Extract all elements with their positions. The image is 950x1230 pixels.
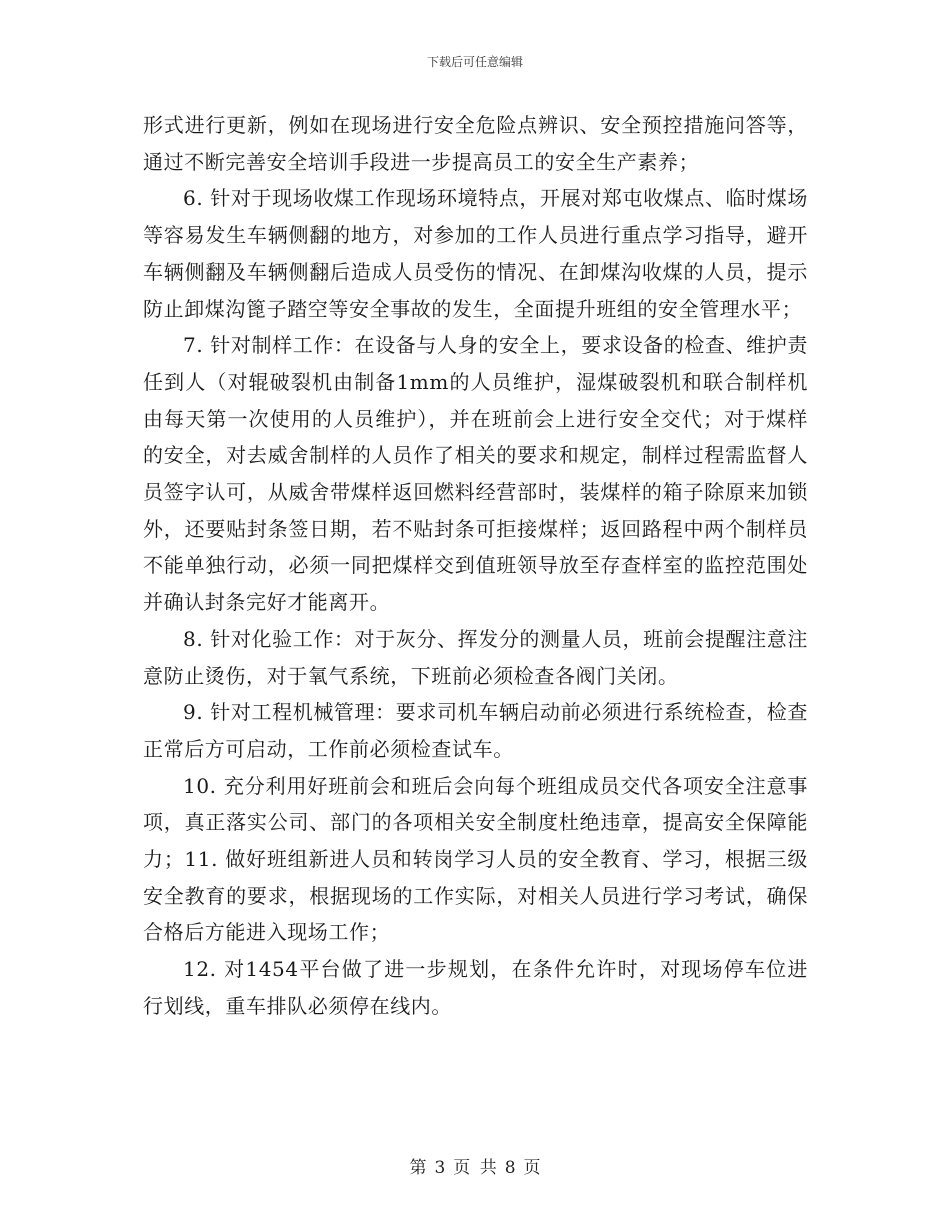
footer-suffix: 页 bbox=[523, 1158, 541, 1178]
paragraph-continuation: 形式进行更新，例如在现场进行安全危险点辨识、安全预控措施问答等，通过不断完善安全培训手段进一步提高员工的安全生产素养； bbox=[143, 113, 808, 174]
paragraph-item-12: 12. 对1454平台做了进一步规划，在条件允许时，对现场停车位进行划线，重车排队必须停在线内。 bbox=[143, 957, 808, 1018]
page-footer bbox=[0, 1153, 950, 1178]
footer-current-page: 3 bbox=[434, 1158, 446, 1178]
paragraph-item-8: 8. 针对化验工作：对于灰分、挥发分的测量人员，班前会提醒注意注意防止烫伤，对于氧气系统，下班前必须检查各阀门关闭。 bbox=[143, 626, 808, 688]
page-header: 下载后可任意编辑 bbox=[426, 55, 523, 69]
paragraph-item-10-11: 10. 充分利用好班前会和班后会向每个班组成员交代各项安全注意事项，真正落实公司、部门的各项相关安全制度杜绝违章，提高安全保障能力；11. 做好班组新进人员和转岗学习人员的安全教育、学习，根据三级安全教育的要求，根据现场的工作实际，对相关人员进行学习考试，确保合格后方能进入现场工作； bbox=[143, 773, 808, 945]
paragraph-item-7: 7. 针对制样工作：在设备与人身的安全上，要求设备的检查、维护责任到人（对辊破裂机由制备1mm的人员维护，湿煤破裂机和联合制样机由每天第一次使用的人员维护），并在班前会上进行安全交代；对于煤样的安全，对去威舍制样的人员作了相关的要求和规定，制样过程需监督人员签字认可，从威舍带煤样返回燃料经营部时，装煤样的箱子除原来加锁外，还要贴封条签日期，若不贴封条可拒接煤样；返回路程中两个制样员不能单独行动，必须一同把煤样交到值班领导放至存查样室的监控范围处并确认封条完好才能离开。 bbox=[143, 333, 808, 615]
paragraph-item-6: 6. 针对于现场收煤工作现场环境特点，开展对郑屯收煤点、临时煤场等容易发生车辆侧翻的地方，对参加的工作人员进行重点学习指导，避开车辆侧翻及车辆侧翻后造成人员受伤的情况、在卸煤沟收煤的人员，提示防止卸煤沟篦子踏空等安全事故的发生，全面提升班组的安全管理水平； bbox=[143, 186, 808, 321]
footer-prefix: 第 bbox=[409, 1158, 427, 1178]
document-body bbox=[143, 107, 808, 1025]
footer-mid: 页 共 bbox=[453, 1158, 497, 1178]
paragraph-item-9: 9. 针对工程机械管理：要求司机车辆启动前必须进行系统检查，检查正常后方可启动，工作前必须检查试车。 bbox=[143, 700, 808, 761]
footer-total-pages: 8 bbox=[504, 1158, 516, 1178]
